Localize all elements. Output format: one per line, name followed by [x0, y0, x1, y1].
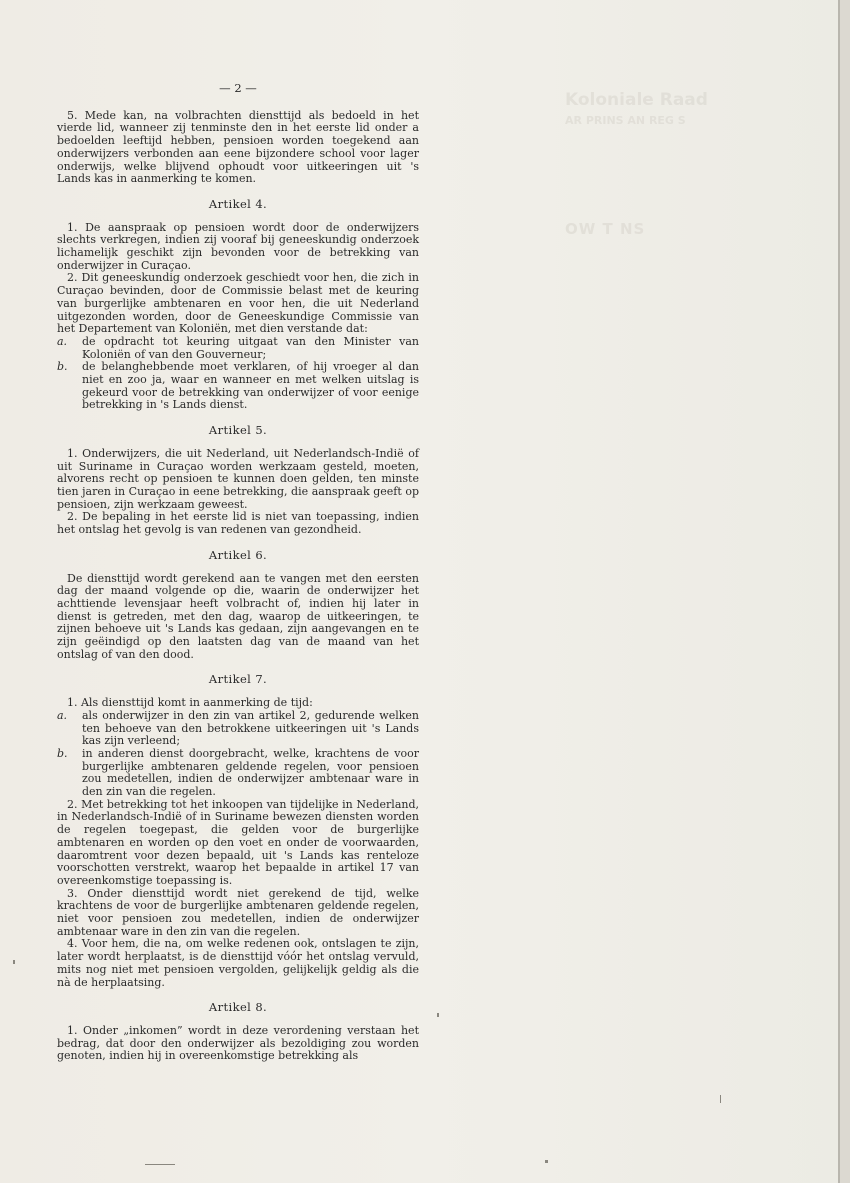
- list-item-label: b.: [57, 746, 68, 760]
- article-heading: Artikel 4.: [208, 196, 268, 211]
- paragraph: 1. Onderwijzers, die uit Nederland, uit Nederlandsch-Indië of uit Suriname in Curaçao worden werkzaam gesteld, moeten, alvorens recht op pensioen te kunnen doen gelden, ten minste tien jaren in Curaçao in eene betrekking, die aanspraak geeft op pensioen, zijn werkzaam geweest.: [57, 446, 419, 511]
- paragraph: 5. Mede kan, na volbrachten diensttijd als bedoeld in het vierde lid, wanneer zij tenminste den in het eerste lid onder a bedoelden leeftijd hebben, pensioen worden toegekend aan onderwijzers verbonden aan eene bijzondere school voor lager onderwijs, welke blijvend ophoudt voor uitkeeringen uit 's Lands kas in aanmerking te komen.: [57, 108, 419, 186]
- list-item: [57, 336, 419, 361]
- speck: [437, 1013, 439, 1017]
- list-item-text: in anderen dienst doorgebracht, welke, krachtens de voor burgerlijke ambtenaren geldende regelen, voor pensioen zou medetellen, indien de onderwijzer ambtenaar ware in den zin van die regelen.: [82, 746, 419, 799]
- paragraph: 2. Met betrekking tot het inkoopen van tijdelijke in Nederland, in Nederlandsch-Indië of in Suriname bewezen diensten worden de regelen toegepast, die gelden voor de burgerlijke ambtenaren en worden op den voet en onder de voorwaarden, daaromtrent voor dezen bepaald, uit 's Lands kas renteloze voorschotten verstrekt, waarop het bepaalde in artikel 17 van overeenkomstige toepassing is.: [57, 797, 419, 887]
- paragraph: 1. De aanspraak op pensioen wordt door de onderwijzers slechts verkregen, indien zij vooraf bij geneeskundig onderzoek lichamelijk geschikt zijn bevonden voor de betrekking van onderwijzer in Curaçao.: [57, 220, 419, 272]
- speck: [13, 960, 15, 964]
- page-edge: [840, 0, 850, 1183]
- list-item-label: b.: [57, 360, 68, 374]
- paragraph: 1. Onder „inkomen” wordt in deze verordening verstaan het bedrag, dat door den onderwijzer als bezoldiging zou worden genoten, indien hij in overeenkomstige betrekking als: [57, 1024, 419, 1063]
- list-item: [57, 710, 419, 748]
- speck: [145, 1164, 175, 1165]
- speck: [545, 1160, 548, 1163]
- article-heading: Artikel 7.: [208, 672, 268, 687]
- speck: [720, 1095, 721, 1103]
- bleed-through-text: [565, 90, 795, 250]
- paragraph: 2. De bepaling in het eerste lid is niet van toepassing, indien het ontslag het gevolg is van redenen van gezondheid.: [57, 510, 419, 537]
- paragraph: De diensttijd wordt gerekend aan te vangen met den eersten dag der maand volgende op die, waarin de onderwijzer het achttiende levensjaar heeft volbracht of, indien hij later in dienst is getreden, met den dag, waarop de uitkeeringen, te zijnen behoeve uit 's Lands kas gedaan, zijn aangevangen en te zijn geëindigd op den laatsten dag van de maand van het ontslag of van den dood.: [57, 571, 419, 661]
- article-heading: Artikel 5.: [208, 423, 268, 438]
- bleed-line: AR PRINS AN REG S: [565, 114, 686, 127]
- paragraph: 3. Onder diensttijd wordt niet gerekend de tijd, welke krachtens de voor de burgerlijke ambtenaren geldende regelen, niet voor pensioen zou medetellen, indien de onderwijzer ambtenaar ware in den zin van die regelen.: [57, 886, 419, 938]
- list-item-text: de opdracht tot keuring uitgaat van den Minister van Koloniën of van den Gouverneur;: [82, 334, 419, 361]
- list-item-label: a.: [57, 708, 68, 722]
- paragraph: 1. Als diensttijd komt in aanmerking de tijd:: [67, 696, 313, 710]
- article-heading: Artikel 6.: [208, 547, 268, 562]
- page-number: — 2 —: [219, 81, 257, 95]
- bleed-line: OW T NS: [565, 220, 646, 238]
- list-item-text: als onderwijzer in den zin van artikel 2, gedurende welken ten behoeve van den betrokkene uitkeeringen uit 's Lands kas zijn verleend;: [82, 708, 419, 748]
- paragraph: 4. Voor hem, die na, om welke redenen ook, ontslagen te zijn, later wordt herplaatst, is de diensttijd vóór het ontslag vervuld, mits nog niet met pensioen vergolden, gelijkelijk geldig als die nà de herplaatsing.: [57, 937, 419, 989]
- paragraph: 2. Dit geneeskundig onderzoek geschiedt voor hen, die zich in Curaçao bevinden, door de Commissie belast met de keuring van burgerlijke ambtenaren en voor hen, die uit Nederland uitgezonden worden, door de Geneeskundige Commissie van het Departement van Koloniën, met dien verstande dat:: [57, 271, 419, 336]
- article-heading: Artikel 8.: [208, 1000, 268, 1015]
- list-item: [57, 748, 419, 799]
- bleed-line: Koloniale Raad: [565, 90, 708, 110]
- page-edge-line: [838, 0, 840, 1183]
- list-item-text: de belanghebbende moet verklaren, of hij vroeger al dan niet en zoo ja, waar en wanneer en met welken uitslag is gekeurd voor de betrekking van onderwijzer of voor eenige betrekking in 's Lands dienst.: [82, 360, 419, 412]
- document-body: [57, 82, 419, 1063]
- list-item-label: a.: [57, 334, 68, 348]
- list-item: [57, 361, 419, 412]
- text-blocks: [57, 110, 419, 1063]
